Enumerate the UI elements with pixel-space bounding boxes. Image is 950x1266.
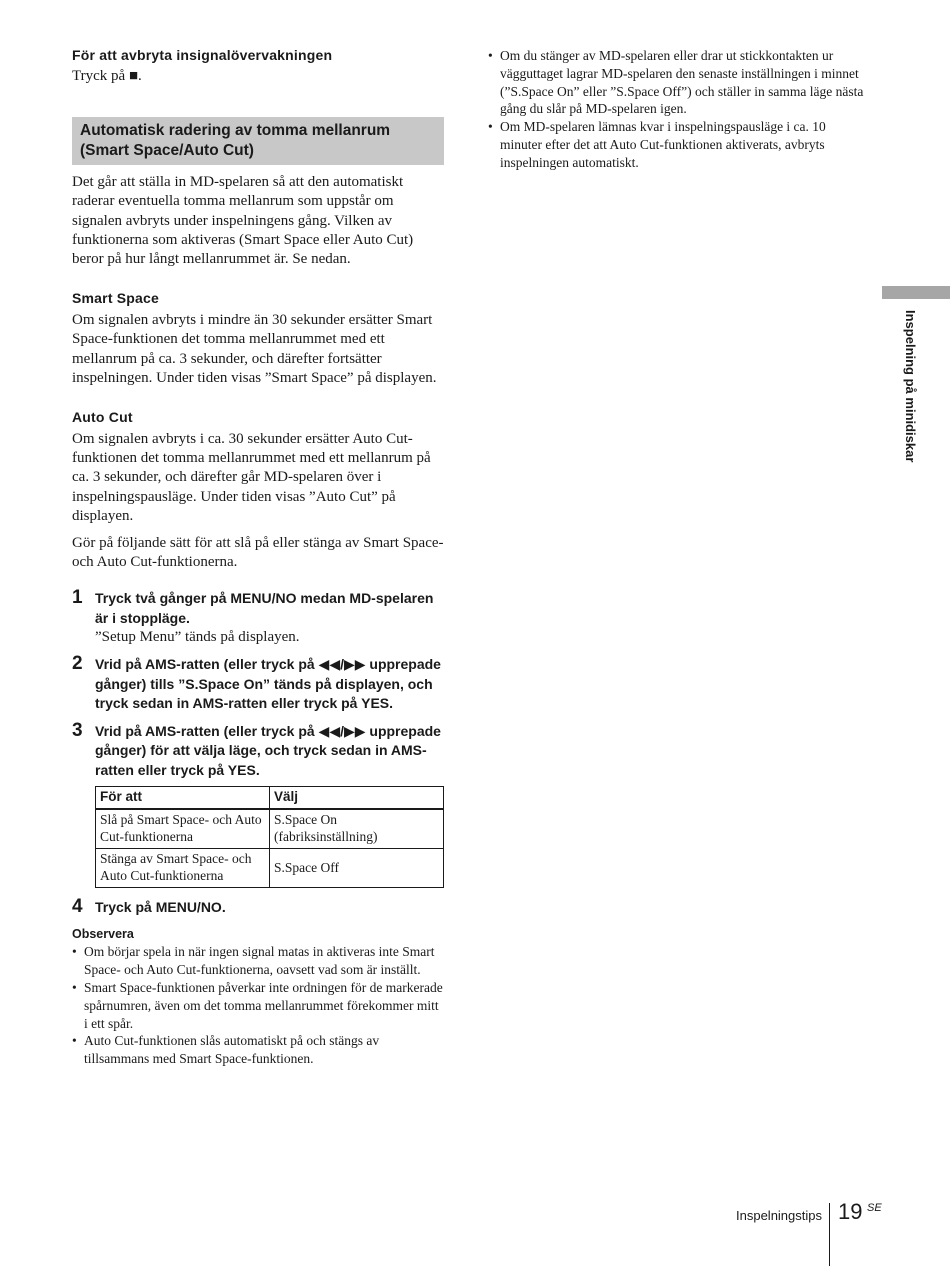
step-instruction: Tryck på MENU/NO.	[95, 898, 226, 915]
side-tab-label: Inspelning på minidiskar	[903, 310, 918, 463]
footer-divider	[829, 1203, 830, 1266]
step-4	[72, 895, 444, 918]
step-1	[72, 589, 444, 647]
step-instruction: Tryck två gånger på MENU/NO medan MD-spelaren är i stoppläge.	[95, 590, 434, 626]
table-cell: Stänga av Smart Space- och Auto Cut-funktionerna	[96, 848, 270, 887]
auto-cut-paragraph: Om signalen avbryts i ca. 30 sekunder ersätter Auto Cut-funktionen det tomma mellanrummet med ett mellanrum på ca. 3 sekunder, och därefter går MD-spelaren över i inspelningspausläge. Under tiden visas ”Auto Cut” på displayen.	[72, 431, 431, 524]
interrupt-heading: För att avbryta insignalövervakningen	[72, 47, 333, 63]
auto-cut-heading: Auto Cut	[72, 409, 133, 426]
step-instruction: Vrid på AMS-ratten (eller tryck på ◀◀/▶▶ upprepade gånger) tills ”S.Space On” tänds på displayen, och tryck sedan in AMS-ratten eller tryck på YES.	[95, 656, 441, 712]
step-3	[72, 719, 444, 781]
smart-space-heading: Smart Space	[72, 290, 160, 307]
step-number: 1	[72, 587, 83, 609]
toggle-paragraph: Gör på följande sätt för att slå på eller stänga av Smart Space- och Auto Cut-funktionerna.	[72, 535, 444, 571]
step-result: ”Setup Menu” tänds på displayen.	[95, 629, 300, 646]
settings-table	[95, 786, 444, 888]
list-item: • Om du stänger av MD-spelaren eller drar ut stickkontakten ur vägguttaget lagrar MD-spelaren den senaste inställningen i minnet (”S.Space On” eller ”S.Space Off”) och ställer in samma läge nästa gång du slår på MD-spelaren igen.	[488, 47, 868, 118]
table-row	[96, 848, 444, 887]
table-header-row	[96, 787, 444, 809]
table-header-cell: För att	[96, 787, 270, 809]
list-item: • Om börjar spela in när ingen signal matas in aktiveras inte Smart Space- och Auto Cut-funktionerna, oavsett vad som är inställt.	[72, 943, 444, 979]
right-column	[488, 47, 868, 172]
table-row	[96, 809, 444, 849]
step-instruction: Vrid på AMS-ratten (eller tryck på ◀◀/▶▶ upprepade gånger) för att välja läge, och tryck sedan in AMS-ratten eller tryck på YES.	[95, 722, 441, 778]
list-item: • Smart Space-funktionen påverkar inte ordningen för de markerade spårnumren, även om det tomma mellanrummet förekommer mitt i ett spår.	[72, 979, 444, 1032]
list-item: • Om MD-spelaren lämnas kvar i inspelningspausläge i ca. 10 minuter efter det att Auto Cut-funktionen aktiverats, avbryts inspelningen automatiskt.	[488, 118, 868, 171]
footer-section-label: Inspelningstips	[736, 1208, 822, 1223]
step-number: 4	[72, 895, 83, 917]
left-column	[72, 47, 444, 1068]
intro-paragraph: Det går att ställa in MD-spelaren så att den automatiskt raderar eventuella tomma mellanrum som uppstår om signalen avbryts under inspelningens gång. Vilken av funktionerna som aktiveras (Smart Space eller Auto Cut) beror på hur långt mellanrummet är. Se nedan.	[72, 174, 414, 268]
notes-list	[72, 943, 444, 1068]
table-header-cell: Välj	[270, 787, 444, 809]
list-item: • Auto Cut-funktionen slås automatiskt på och stängs av tillsammans med Smart Space-funktionen.	[72, 1032, 444, 1068]
notes-heading: Observera	[72, 927, 134, 942]
table-cell: S.Space On (fabriksinställning)	[270, 809, 444, 849]
page-number: 19	[838, 1199, 863, 1224]
side-tab-marker	[882, 286, 950, 299]
section-title: Automatisk radering av tomma mellanrum (Smart Space/Auto Cut)	[72, 117, 444, 165]
table-cell: S.Space Off	[270, 848, 444, 887]
step-number: 3	[72, 719, 83, 741]
page-language-suffix: SE	[867, 1202, 882, 1214]
step-number: 2	[72, 653, 83, 675]
table-cell: Slå på Smart Space- och Auto Cut-funktionerna	[96, 809, 270, 849]
step-2	[72, 655, 444, 714]
smart-space-paragraph: Om signalen avbryts i mindre än 30 sekunder ersätter Smart Space-funktionen det tomma mellanrummet med ett mellanrum på ca. 3 sekunder, och därefter fortsätter inspelningen. Under tiden visas ”Smart Space” på displayen.	[72, 312, 437, 386]
interrupt-instruction: Tryck på ■.	[72, 68, 142, 84]
right-notes-list	[488, 47, 868, 172]
